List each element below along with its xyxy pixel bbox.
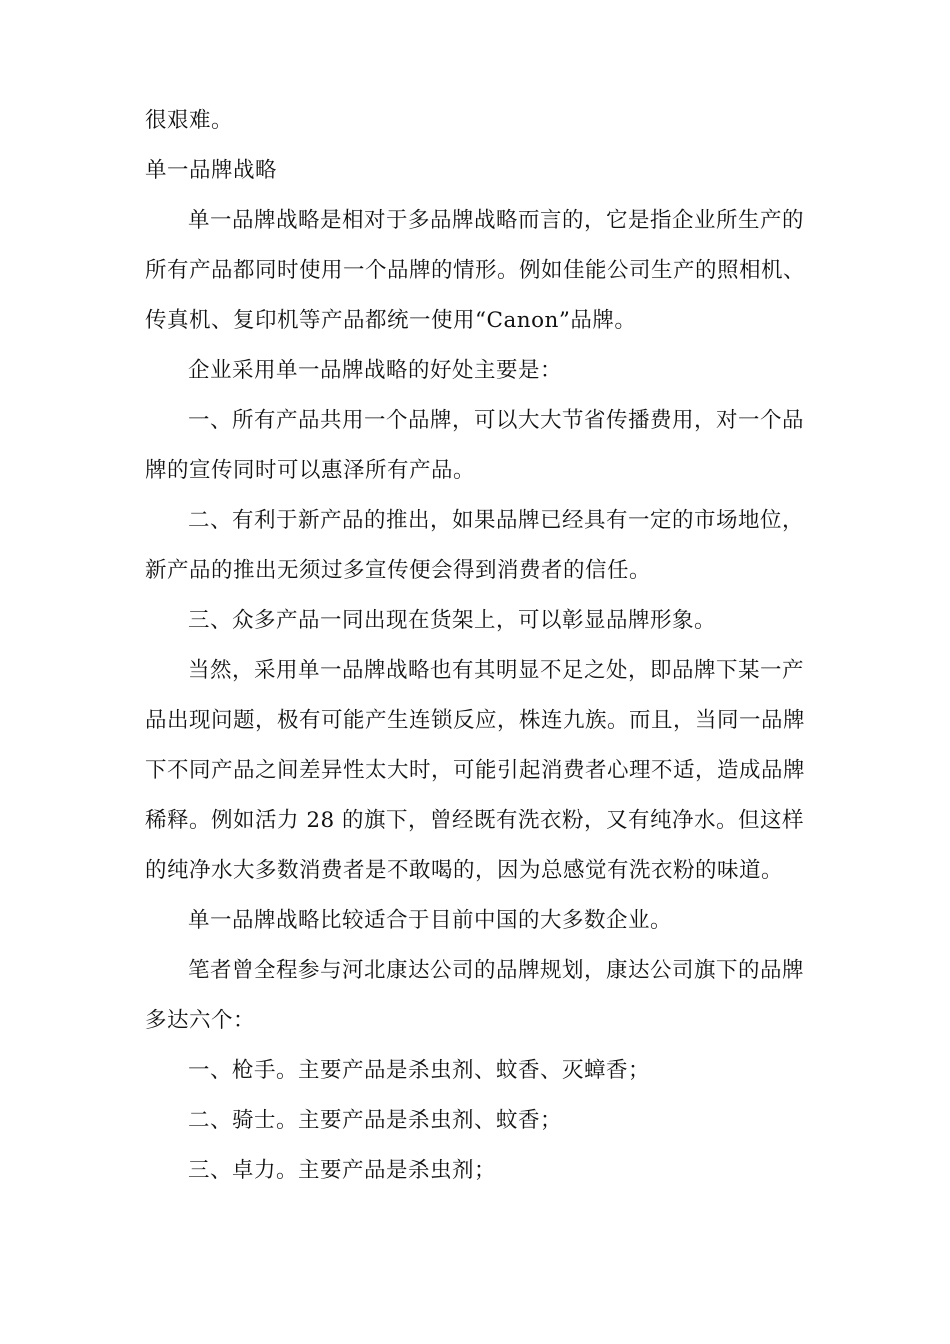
paragraph-line: 很艰难。 bbox=[145, 108, 234, 133]
paragraph-line: 企业采用单一品牌战略的好处主要是： bbox=[188, 358, 563, 383]
paragraph-line: 新产品的推出无须过多宣传便会得到消费者的信任。 bbox=[145, 558, 652, 583]
list-item: 三、卓力。主要产品是杀虫剂； bbox=[188, 1158, 497, 1183]
document-body bbox=[145, 96, 817, 1196]
list-item: 二、骑士。主要产品是杀虫剂、蚊香； bbox=[188, 1108, 563, 1133]
paragraph-line: 二、有利于新产品的推出，如果品牌已经具有一定的市场地位， bbox=[188, 508, 805, 533]
paragraph-line: 一、所有产品共用一个品牌，可以大大节省传播费用，对一个品 bbox=[188, 408, 805, 433]
paragraph-line: 三、众多产品一同出现在货架上，可以彰显品牌形象。 bbox=[188, 608, 717, 633]
paragraph-line: 单一品牌战略是相对于多品牌战略而言的，它是指企业所生产的 bbox=[188, 208, 805, 233]
paragraph-line: 传真机、复印机等产品都统一使用“Canon”品牌。 bbox=[145, 308, 637, 333]
paragraph-line: 所有产品都同时使用一个品牌的情形。例如佳能公司生产的照相机、 bbox=[145, 258, 806, 283]
paragraph-line: 笔者曾全程参与河北康达公司的品牌规划，康达公司旗下的品牌 bbox=[188, 958, 805, 983]
paragraph-line: 稀释。例如活力 28 的旗下，曾经既有洗衣粉，又有纯净水。但这样 bbox=[145, 808, 805, 833]
paragraph-line: 的纯净水大多数消费者是不敢喝的，因为总感觉有洗衣粉的味道。 bbox=[145, 858, 784, 883]
paragraph-line: 下不同产品之间差异性太大时，可能引起消费者心理不适，造成品牌 bbox=[145, 758, 806, 783]
paragraph-line: 当然，采用单一品牌战略也有其明显不足之处，即品牌下某一产 bbox=[188, 658, 805, 683]
section-heading: 单一品牌战略 bbox=[145, 158, 278, 183]
list-item: 一、枪手。主要产品是杀虫剂、蚊香、灭蟑香； bbox=[188, 1058, 651, 1083]
paragraph-line: 牌的宣传同时可以惠泽所有产品。 bbox=[145, 458, 476, 483]
paragraph-line: 多达六个： bbox=[145, 1008, 256, 1033]
paragraph-line: 单一品牌战略比较适合于目前中国的大多数企业。 bbox=[188, 908, 673, 933]
paragraph-line: 品出现问题，极有可能产生连锁反应，株连九族。而且，当同一品牌 bbox=[145, 708, 806, 733]
